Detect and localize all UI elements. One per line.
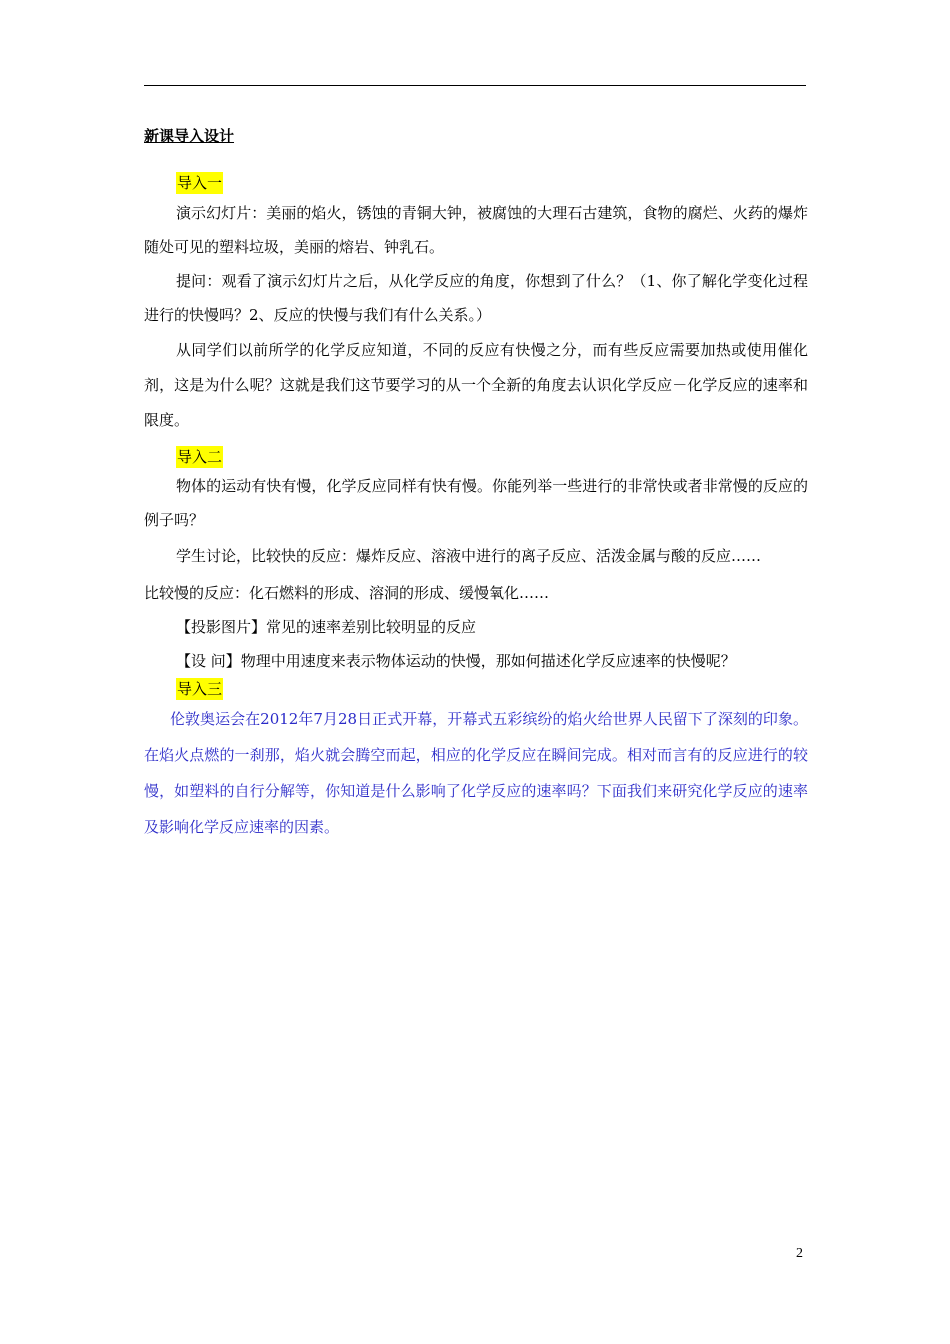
header-rule	[144, 85, 806, 86]
section2-paragraph-question: 【设 问】物理中用速度来表示物体运动的快慢，那如何描述化学反应速率的快慢呢？	[176, 652, 736, 670]
section-label-intro-1: 导入一	[177, 174, 223, 192]
section1-paragraph-slides: 演示幻灯片：美丽的焰火，锈蚀的青铜大钟，被腐蚀的大理石古建筑，食物的腐烂、火药的爆炸随处可见的塑料垃圾，美丽的熔岩、钟乳石。	[144, 204, 808, 256]
section2-paragraph-fast-reactions: 学生讨论，比较快的反应：爆炸反应、溶液中进行的离子反应、活泼金属与酸的反应……	[176, 547, 762, 565]
section-label-intro-2: 导入二	[177, 448, 223, 466]
page-number: 2	[796, 1246, 803, 1261]
section2-paragraph-projection: 【投影图片】常见的速率差别比较明显的反应	[176, 618, 477, 636]
document-title: 新课导入设计	[144, 127, 235, 145]
section-label-intro-3: 导入三	[177, 680, 223, 698]
section3-paragraph-olympics: 伦敦奥运会在2012年7月28日正式开幕，开幕式五彩缤纷的焰火给世界人民留下了深刻的印象。在焰火点燃的一刹那，焰火就会腾空而起，相应的化学反应在瞬间完成。相对而言有的反应进行的较慢，如塑料的自行分解等，你知道是什么影响了化学反应的速率吗？下面我们来研究化学反应的速率及影响化学反应速率的因素。	[144, 710, 808, 836]
section2-paragraph-slow-reactions: 比较慢的反应：化石燃料的形成、溶洞的形成、缓慢氧化……	[144, 584, 550, 602]
section1-paragraph-explanation: 从同学们以前所学的化学反应知道，不同的反应有快慢之分，而有些反应需要加热或使用催化剂，这是为什么呢？这就是我们这节要学习的从一个全新的角度去认识化学反应－化学反应的速率和限度。	[144, 341, 808, 429]
section2-paragraph-motion: 物体的运动有快有慢，化学反应同样有快有慢。你能列举一些进行的非常快或者非常慢的反应的例子吗？	[144, 477, 808, 529]
section1-paragraph-question: 提问：观看了演示幻灯片之后，从化学反应的角度，你想到了什么？（1、你了解化学变化过程进行的快慢吗？2、反应的快慢与我们有什么关系。）	[144, 272, 808, 324]
